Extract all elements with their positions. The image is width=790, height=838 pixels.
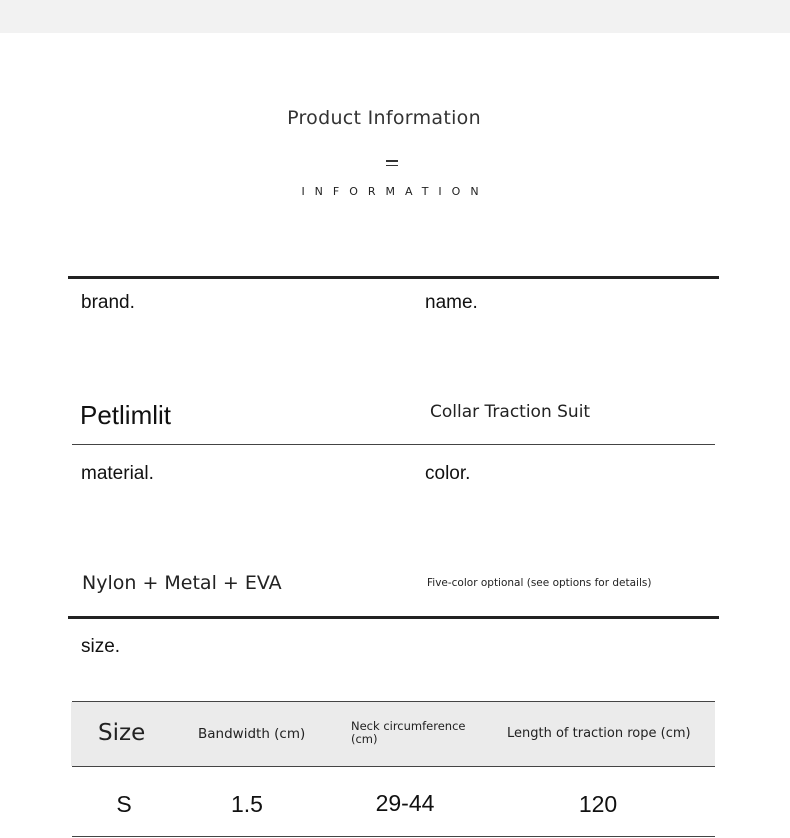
- top-rule: [68, 276, 719, 279]
- divider-icon: [386, 160, 398, 169]
- table-bottom-rule: [72, 836, 715, 837]
- header-bandwidth: Bandwidth (cm): [198, 726, 306, 742]
- table-header-rule: [72, 766, 715, 767]
- table-cell: 29-44: [375, 790, 435, 816]
- color-value: Five-color optional (see options for details): [427, 577, 652, 589]
- top-bar: [0, 0, 790, 33]
- table-cell: 120: [578, 791, 618, 817]
- header-rope: Length of traction rope (cm): [507, 726, 691, 741]
- section-title: Product Information: [287, 107, 481, 129]
- row-divider: [72, 444, 715, 445]
- brand-value: Petlimlit: [80, 400, 172, 430]
- header-size: Size: [98, 720, 146, 746]
- material-label: material.: [81, 463, 154, 484]
- name-label: name.: [425, 292, 478, 313]
- section-subtitle: INFORMATION: [301, 185, 489, 198]
- size-label: size.: [81, 636, 121, 657]
- mid-rule: [68, 616, 719, 619]
- material-value: Nylon + Metal + EVA: [82, 572, 282, 594]
- name-value: Collar Traction Suit: [430, 402, 591, 422]
- header-neck: Neck circumference (cm): [351, 719, 466, 746]
- table-cell: S: [116, 791, 132, 817]
- table-cell: 1.5: [231, 791, 263, 817]
- brand-label: brand.: [81, 292, 135, 313]
- color-label: color.: [425, 463, 471, 484]
